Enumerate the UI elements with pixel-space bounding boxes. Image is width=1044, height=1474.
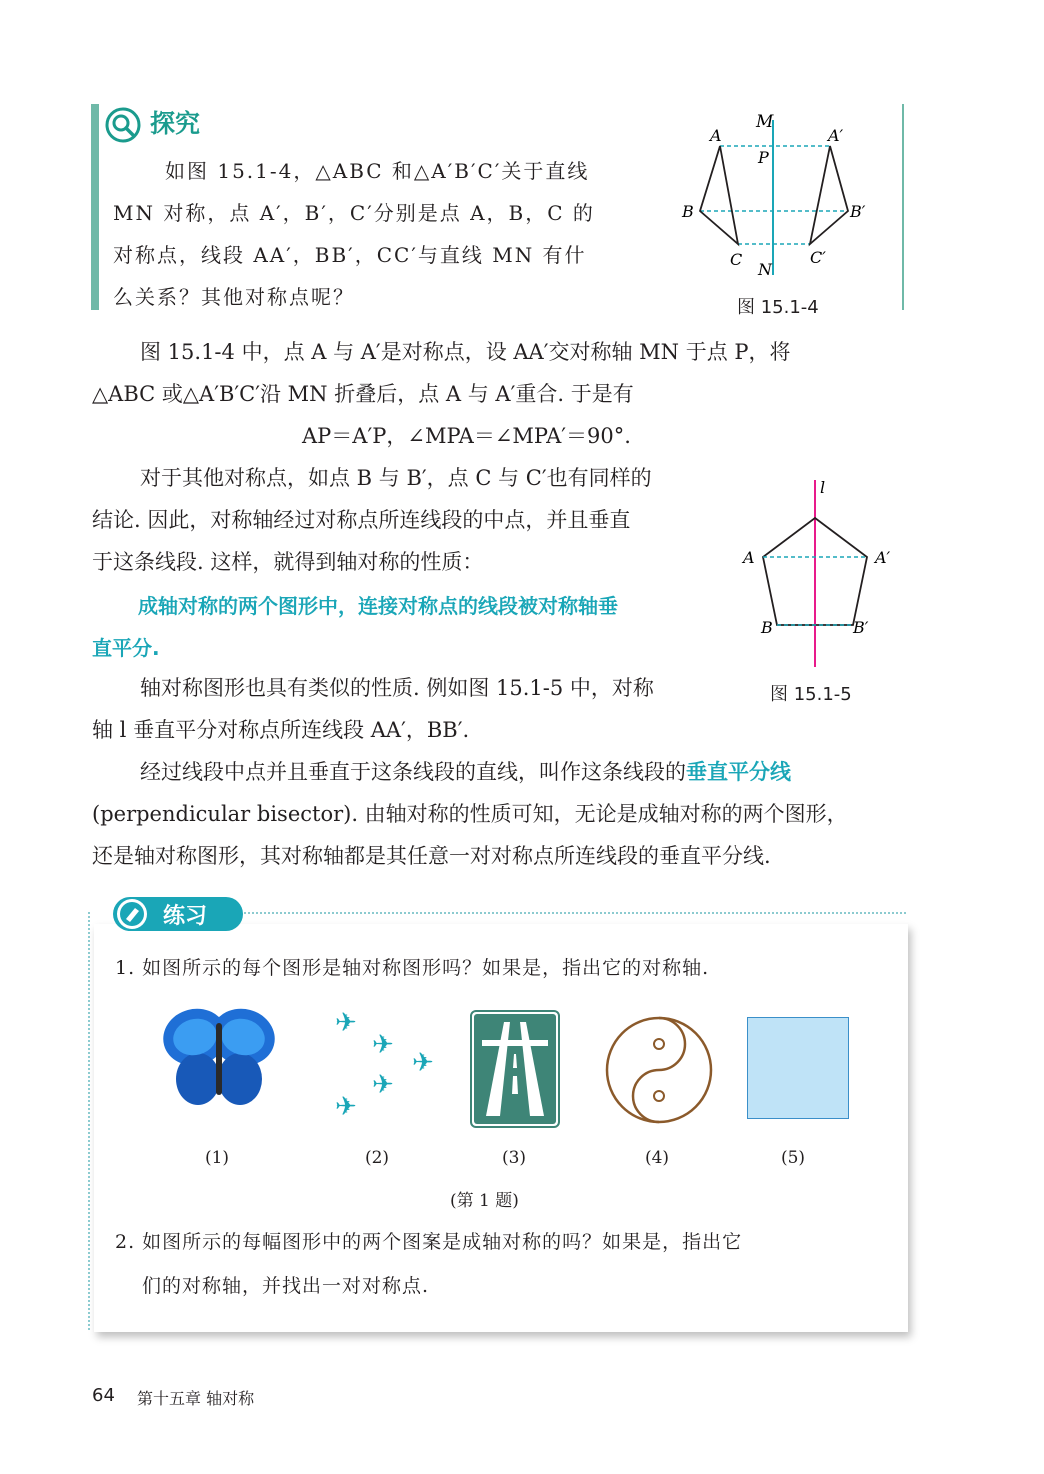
label-b: B — [682, 202, 694, 221]
taiji-image — [604, 1015, 714, 1129]
para1-line2: △ABC 或△A′B′C′沿 MN 折叠后，点 A 与 A′重合. 于是有 — [92, 382, 634, 406]
explore-side-bar — [91, 104, 99, 310]
sub-caption-1: (1) — [204, 1148, 230, 1168]
label-b: B — [761, 618, 773, 637]
label-m: M — [756, 112, 774, 132]
road-sign-image — [470, 1010, 560, 1132]
airplane-icon: ✈ — [372, 1070, 394, 1100]
figure-15-1-4-caption: 图 15.1-4 — [737, 297, 819, 318]
property-line1: 成轴对称的两个图形中，连接对称点的线段被对称轴垂 — [138, 594, 618, 618]
label-b-prime: B′ — [850, 202, 866, 221]
page-number: 64 — [92, 1385, 115, 1406]
practice-tab — [113, 897, 243, 931]
label-n: N — [758, 260, 772, 279]
airplanes-image — [330, 1005, 445, 1124]
label-c-prime: C′ — [810, 248, 826, 267]
chapter-title: 第十五章 轴对称 — [137, 1389, 255, 1408]
para2-line3: 于这条线段. 这样，就得到轴对称的性质： — [92, 550, 484, 574]
label-p: P — [758, 148, 769, 167]
sub-caption-2: (2) — [364, 1148, 390, 1168]
explore-line-3: 对称点，线段 AA′，BB′，CC′与直线 MN 有什 — [113, 243, 587, 267]
para2-line2: 结论. 因此，对称轴经过对称点所连线段的中点，并且垂直 — [92, 508, 631, 532]
sub-caption-5: (5) — [780, 1148, 806, 1168]
label-a: A — [743, 548, 755, 567]
question-1: 1. 如图所示的每个图形是轴对称图形吗？如果是，指出它的对称轴. — [115, 957, 710, 979]
para4-line1-text: 经过线段中点并且垂直于这条线段的直线，叫作这条线段的 — [140, 760, 686, 784]
airplane-icon: ✈ — [335, 1008, 357, 1038]
figure-15-1-5-caption: 图 15.1-5 — [770, 684, 852, 705]
square-image — [747, 1017, 849, 1119]
para4-line1 — [140, 751, 791, 793]
label-a-prime: A′ — [828, 126, 844, 145]
airplane-icon: ✈ — [335, 1092, 357, 1120]
explore-line-2: MN 对称，点 A′，B′，C′分别是点 A，B，C 的 — [113, 201, 595, 225]
label-c: C — [730, 250, 743, 269]
explore-magnifier-icon — [104, 106, 142, 148]
para3-line2: 轴 l 垂直平分对称点所连线段 AA′，BB′. — [92, 718, 470, 742]
explore-text — [113, 150, 638, 318]
para3-line1: 轴对称图形也具有类似的性质. 例如图 15.1-5 中，对称 — [140, 676, 654, 700]
para4-line3: 还是轴对称图形，其对称轴都是其任意一对对称点所连线段的垂直平分线. — [92, 844, 771, 868]
explore-line-4: 么关系？其他对称点呢？ — [113, 285, 355, 309]
para4-line2: (perpendicular bisector). 由轴对称的性质可知，无论是成轴对称的两个图形， — [92, 802, 848, 826]
figure-15-1-5 — [735, 475, 905, 679]
question-1-caption: (第 1 题) — [450, 1191, 519, 1211]
pencil-icon — [115, 897, 149, 935]
para2-line1: 对于其他对称点，如点 B 与 B′，点 C 与 C′也有同样的 — [140, 466, 652, 490]
airplane-icon: ✈ — [412, 1048, 434, 1078]
question-2-line2: 们的对称轴，并找出一对对称点. — [142, 1275, 430, 1297]
explore-line-1: 如图 15.1-4，△ABC 和△A′B′C′关于直线 — [165, 159, 590, 183]
butterfly-image — [160, 1005, 278, 1114]
property-line2: 直平分. — [92, 636, 160, 660]
practice-title: 练习 — [163, 904, 208, 929]
label-l: l — [820, 478, 826, 497]
label-b-prime: B′ — [853, 618, 869, 637]
sub-caption-4: (4) — [644, 1148, 670, 1168]
para1-line1: 图 15.1-4 中，点 A 与 A′是对称点，设 AA′交对称轴 MN 于点 P，将 — [140, 340, 791, 364]
question-2-line1: 2. 如图所示的每幅图形中的两个图案是成轴对称的吗？如果是，指出它 — [115, 1231, 743, 1253]
explore-right-bar — [902, 104, 904, 310]
explore-title: 探究 — [150, 109, 201, 138]
label-a: A — [710, 126, 722, 145]
sub-caption-3: (3) — [501, 1148, 527, 1168]
term-perpendicular-bisector: 垂直平分线 — [686, 760, 791, 784]
para1-formula: AP＝A′P，∠MPA＝∠MPA′＝90°. — [302, 424, 631, 448]
triangle-a2b2c2 — [810, 146, 848, 244]
airplane-icon: ✈ — [372, 1030, 394, 1060]
figure-15-1-4 — [670, 105, 890, 289]
practice-top-line — [240, 912, 906, 914]
label-a-prime: A′ — [875, 548, 891, 567]
triangle-abc — [700, 146, 738, 244]
